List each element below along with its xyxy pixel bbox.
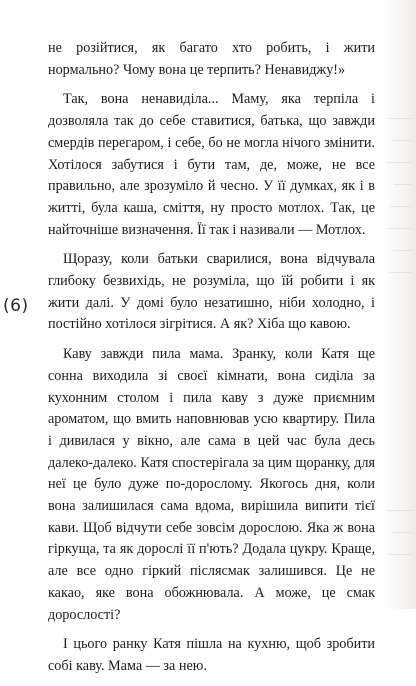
paragraph: І цього ранку Катя пішла на кухню, щоб зробити собі каву. Мама — за нею.: [48, 636, 375, 674]
paragraph: Каву завжди пила мама. Зранку, коли Катя ще сонна виходила зі своєї кімнати, вона сиділа за кухонним столом і пила каву з дуже приємним ароматом, що вмить наповнював усю квартиру. Пила і дивилася у вікно, але сама в цей час була десь далеко-далеко. Катя спостерігала за цим щоранку, для неї це було дуже по-дорослому. Якогось дня, коли вона залишилася сама вдома, вирішила випити тієї кави. Щоб відчути себе зовсім дорослою. Яка ж вона гіркуща, та як дорослі її п'ють? Додала цукру. Краще, але все одно гіркий післясмак залишився. Це не какао, яке вона обожнювала. А може, це смак дорослості?: [48, 346, 375, 623]
bleed-through-line: [388, 554, 412, 555]
bleed-through-line: [391, 532, 412, 533]
bleed-through-line: [389, 272, 412, 273]
bleed-through-line: [388, 118, 412, 119]
bleed-through-line: [393, 250, 412, 251]
bleed-through-line: [390, 206, 412, 207]
paragraph: Щоразу, коли батьки сварилися, вона відчувала глибоку безвихідь, не розуміла, що їй робити і як жити далі. У домі було незатишно, ніби холодно, і постійно хотілося зігрітися. А як? Хіба що кавою.: [48, 251, 375, 333]
body-text: [48, 38, 375, 686]
bleed-through-line: [386, 162, 412, 163]
handwritten-margin-note: (6): [3, 296, 29, 316]
bleed-through-line: [394, 184, 412, 185]
bleed-through-line: [387, 228, 412, 229]
page-edge-shadow: [382, 0, 416, 609]
paragraph: Так, вона ненавиділа... Маму, яка терпіла і дозволяла так до себе ставитися, батька, що завжди смердів перегаром, і себе, бо не могла нічого змінити. Хотілося забутися і бути там, де, може, не все правильно, але зрозуміло й чесно. У її думках, як і в житті, була каша, сміття, ну просто мотлох. Так, це найточніше визначення. Її так і називали — Мотлох.: [48, 91, 375, 238]
bleed-through-line: [386, 510, 412, 511]
bleed-through-line: [392, 140, 412, 141]
paragraph: не розійтися, як багато хто робить, і жити нормально? Чому вона це терпить? Ненавиджу!»: [48, 40, 375, 78]
